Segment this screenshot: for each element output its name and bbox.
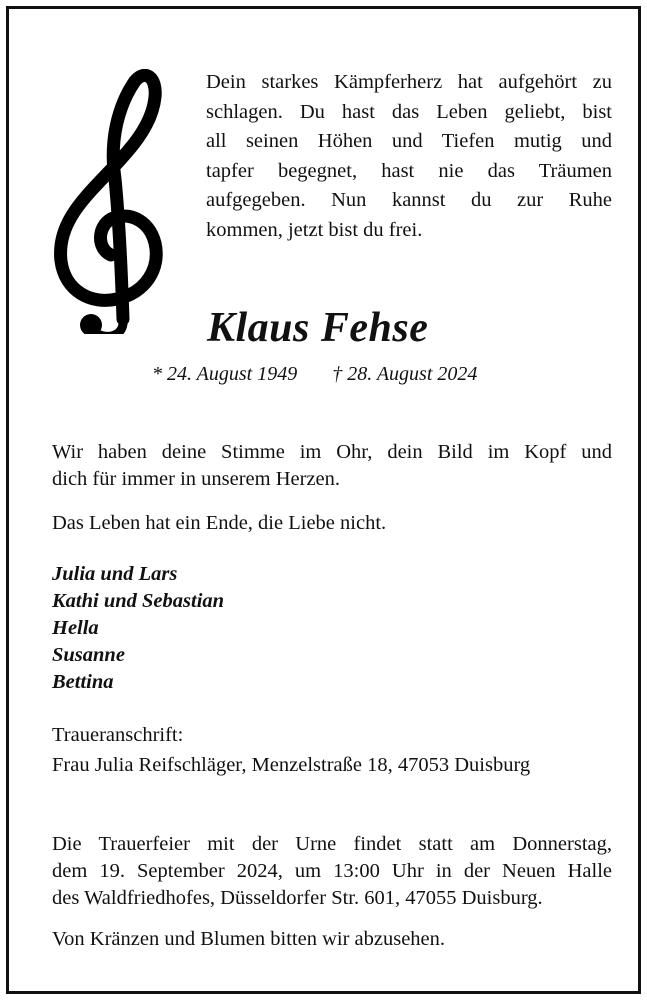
deceased-name: Klaus Fehse [207, 305, 429, 351]
mourners-list [52, 561, 224, 696]
mourner-name: Kathi und Sebastian [52, 590, 225, 612]
poem-line: Dein starkes Kämpferherz hat aufgehört zu [206, 71, 612, 93]
address-text: Frau Julia Reifschläger, Menzelstraße 18, 47053 Duisburg [52, 754, 531, 776]
poem-line: tapfer begegnet, hast nie das Träumen [206, 159, 612, 182]
poem-line: all seinen Höhen und Tiefen mutig und [206, 130, 612, 152]
treble-clef-icon [49, 69, 169, 334]
birth-date: * 24. August 1949 [152, 363, 298, 385]
poem-line: kommen, jetzt bist du frei. [206, 218, 423, 241]
mourner-name: Hella [52, 617, 99, 639]
mourner-name: Julia und Lars [52, 563, 178, 585]
closing-text: Das Leben hat ein Ende, die Liebe nicht. [52, 512, 387, 534]
life-dates [152, 363, 477, 386]
mourner-name: Bettina [52, 671, 114, 693]
funeral-line: des Waldfriedhofes, Düsseldorfer Str. 601, 47055 Duisburg. [52, 887, 543, 909]
message-line: Wir haben deine Stimme im Ohr, dein Bild im Kopf und [52, 441, 612, 463]
closing-line [52, 510, 612, 537]
funeral-line: dem 19. September 2024, um 13:00 Uhr in der Neuen Halle [52, 860, 612, 882]
message-line: dich für immer in unserem Herzen. [52, 468, 341, 490]
notice-frame [6, 6, 641, 994]
poem-text [206, 68, 612, 245]
flowers-note-text: Von Kränzen und Blumen bitten wir abzusehen. [52, 928, 446, 950]
mourning-address [52, 722, 612, 779]
mourner-name: Susanne [52, 644, 125, 666]
poem-line: aufgegeben. Nun kannst du zur Ruhe [206, 189, 612, 211]
funeral-line: Die Trauerfeier mit der Urne findet statt am Donnerstag, [52, 833, 612, 855]
poem-line: schlagen. Du hast das Leben geliebt, bist [206, 100, 612, 123]
death-date: † 28. August 2024 [332, 363, 478, 385]
flowers-note [52, 926, 612, 953]
memorial-message [52, 439, 612, 493]
funeral-info [52, 831, 612, 912]
address-label: Traueranschrift: [52, 724, 184, 746]
